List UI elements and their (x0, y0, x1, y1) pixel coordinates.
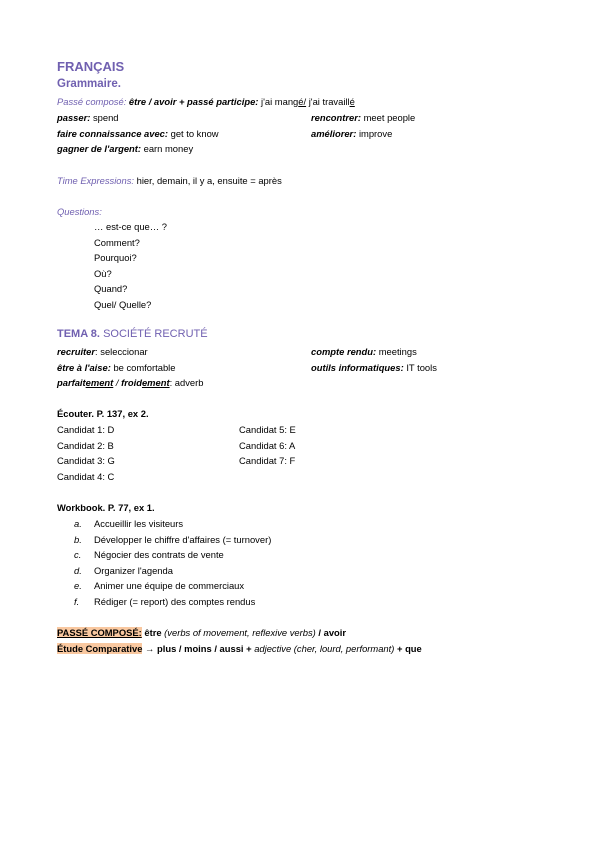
passe-compose-formula: être / avoir + passé participe: (128, 96, 259, 107)
vocab-faire-connaissance: faire connaissance avec: get to know (57, 128, 219, 139)
ecouter-title: Écouter. P. 137, ex 2. (57, 408, 149, 419)
question-item: Pourquoi? (94, 252, 137, 263)
question-item: Où? (94, 268, 112, 279)
list-item: Négocier des contrats de vente (94, 549, 224, 560)
vocab-adverbs: parfaitement / froidement: adverb (57, 377, 204, 388)
candidat-item: Candidat 1: D (57, 424, 115, 435)
vocab-recruiter: recruiter: seleccionar (57, 346, 148, 357)
question-item: Comment? (94, 237, 140, 248)
vocab-passer: passer: spend (57, 112, 119, 123)
question-item: Quel/ Quelle? (94, 299, 152, 310)
vocab-compte-rendu: compte rendu: meetings (311, 346, 417, 357)
list-item: Organizer l'agenda (94, 565, 173, 576)
list-item: Développer le chiffre d'affaires (= turnover) (94, 534, 272, 545)
list-letter: f. (74, 596, 80, 607)
candidat-item: Candidat 4: C (57, 471, 115, 482)
page-title: FRANÇAIS (57, 59, 125, 74)
workbook-title: Workbook. P. 77, ex 1. (57, 502, 155, 513)
candidat-item: Candidat 6: A (239, 440, 296, 451)
question-item: Quand? (94, 283, 128, 294)
example-mange: j'ai mangé/ (261, 96, 307, 107)
example-travaille: j'ai travaillé (308, 96, 355, 107)
candidat-item: Candidat 2: B (57, 440, 114, 451)
candidat-item: Candidat 7: F (239, 455, 296, 466)
passe-compose-highlight: PASSÉ COMPOSÉ: (57, 627, 142, 638)
passe-compose-rule (57, 96, 355, 107)
passe-compose-label: Passé composé: (57, 96, 127, 107)
candidat-item: Candidat 5: E (239, 424, 296, 435)
list-letter: b. (74, 534, 82, 545)
list-letter: a. (74, 518, 82, 529)
vocab-ameliorer: améliorer: improve (311, 128, 393, 139)
list-letter: e. (74, 580, 82, 591)
vocab-rencontrer: rencontrer: meet people (311, 112, 416, 123)
vocab-etre-a-laise: être à l'aise: be comfortable (57, 362, 176, 373)
list-letter: c. (74, 549, 82, 560)
candidat-item: Candidat 3: G (57, 455, 115, 466)
arrow-right-icon: → (145, 643, 155, 654)
list-item: Animer une équipe de commerciaux (94, 580, 245, 591)
vocab-outils-informatiques: outils informatiques: IT tools (311, 362, 437, 373)
list-letter: d. (74, 565, 82, 576)
section-grammaire: Grammaire. (57, 78, 121, 90)
question-item: … est-ce que… ? (94, 221, 167, 232)
list-item: Accueillir les visiteurs (94, 518, 184, 529)
etude-comparative: Étude Comparative → plus / moins / aussi + adjective (cher, lourd, performant) + que (57, 643, 422, 654)
etude-comparative-highlight: Étude Comparative (57, 643, 143, 654)
list-item: Rédiger (= report) des comptes rendus (94, 596, 256, 607)
questions-label: Questions: (57, 206, 102, 217)
time-expressions: Time Expressions: hier, demain, il y a, ensuite = après (57, 175, 282, 186)
passe-compose-summary: PASSÉ COMPOSÉ: être (verbs of movement, reflexive verbs) / avoir (57, 627, 347, 638)
tema-8-heading: TEMA 8. SOCIÉTÉ RECRUTÉ (57, 328, 208, 340)
vocab-gagner: gagner de l'argent: earn money (57, 143, 194, 154)
